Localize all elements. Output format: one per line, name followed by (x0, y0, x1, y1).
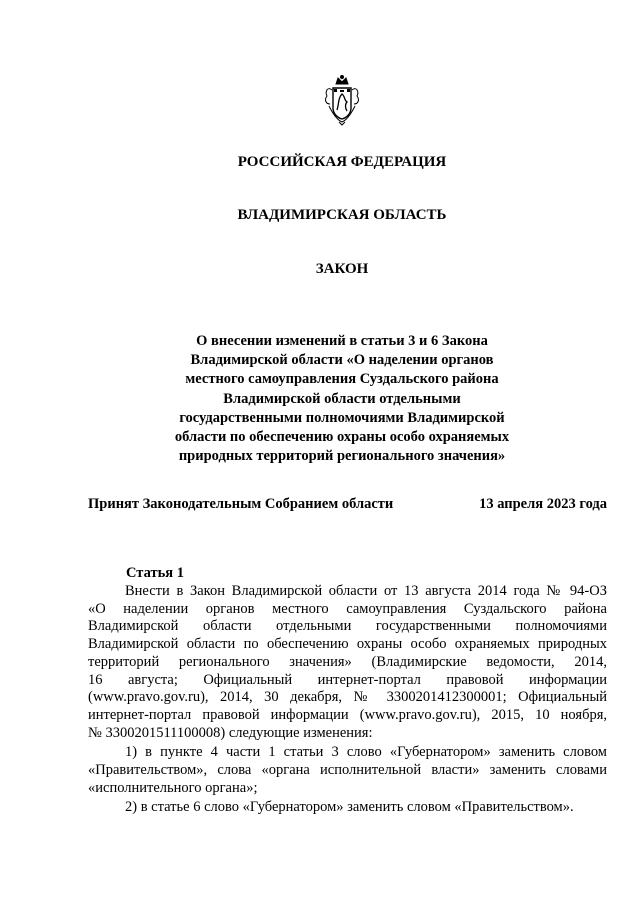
item-2-line: 2) в статье 6 слово «Губернатором» заменить словом «Правительством». (125, 799, 574, 816)
item-1-line: 1) в пункте 4 части 1 статьи 3 слово «Губернатором» заменить словом (125, 744, 607, 761)
paragraph-line: «О наделении органов местного самоуправления Суздальского района (88, 600, 607, 617)
paragraph-line: Внести в Закон Владимирской области от 13 августа 2014 года № 94-ОЗ (125, 583, 607, 599)
law-title-line: О внесении изменений в статьи 3 и 6 Закона (196, 333, 488, 349)
coat-of-arms-icon (323, 74, 361, 126)
law-title-line: местного самоуправления Суздальского района (185, 371, 499, 388)
article-heading: Статья 1 (126, 565, 184, 581)
law-title-line: государственными полномочиями Владимирской (179, 409, 505, 426)
item-1-line: «Правительством», слова «органа исполнительной власти» заменить словами (88, 762, 607, 779)
paragraph-line: территорий регионального значения» (Владимирские ведомости, 2014, (88, 653, 607, 670)
federation-heading: РОССИЙСКАЯ ФЕДЕРАЦИЯ (237, 154, 447, 170)
law-title-line: природных территорий регионального значения» (178, 448, 506, 465)
document-type-heading: ЗАКОН (315, 261, 369, 277)
law-title-line: Владимирской области «О наделении органов (190, 352, 494, 369)
paragraph-line: интернет-портал правовой информации (www.pravo.gov.ru), 2015, 10 ноября, (88, 706, 607, 723)
paragraph-line: (www.pravo.gov.ru), 2014, 30 декабря, № 3300201412300001; Официальный (88, 689, 607, 706)
article-body (88, 583, 607, 817)
law-title (0, 332, 640, 466)
paragraph-line: № 3300201511100008) следующие изменения: (88, 724, 373, 741)
paragraph-line: Владимирской области отдельными государственными полномочиями (88, 618, 607, 635)
paragraph-line: Владимирской области по обеспечению охраны особо охраняемых природных (88, 636, 607, 653)
item-1-line: «исполнительного органа»; (88, 779, 258, 796)
law-title-line: Владимирской области отдельными (223, 390, 461, 407)
paragraph-line: 16 августа; Официальный интернет-портал правовой информации (88, 671, 607, 688)
adoption-date: 13 апреля 2023 года (479, 496, 607, 512)
adopting-body: Принят Законодательным Собранием области (88, 496, 394, 512)
law-title-line: области по обеспечению охраны особо охраняемых (174, 429, 510, 446)
region-heading: ВЛАДИМИРСКАЯ ОБЛАСТЬ (237, 207, 447, 223)
